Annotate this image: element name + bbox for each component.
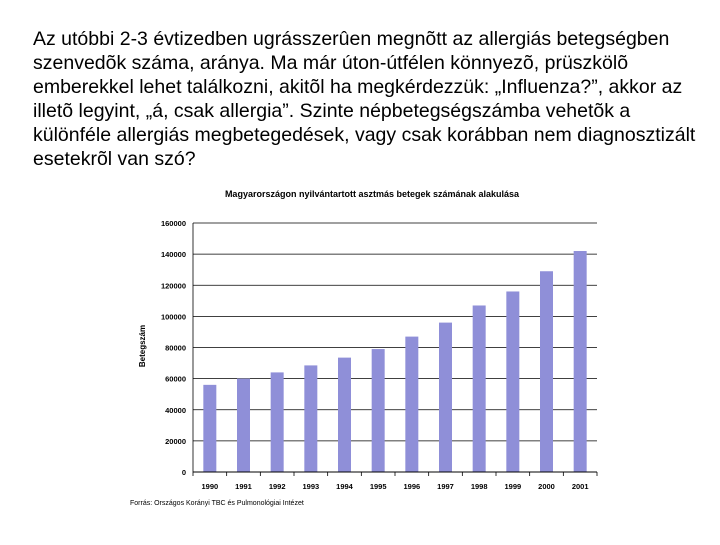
bar-2001 <box>574 251 587 472</box>
chart-title: Magyarországon nyilvántartott asztmás betegek számának alakulása <box>224 189 520 199</box>
x-tick-label: 2001 <box>571 482 589 491</box>
y-tick-labels <box>161 219 186 477</box>
intro-paragraph: Az utóbbi 2-3 évtizedben ugrásszerûen megnõtt az allergiás betegségben szenvedõk száma, aránya. Ma már úton-útfélen könnyezõ, prüszkölõ emberekkel lehet találkozni, akitõl ha megkérdezzük: „Influenza?”, akkor az illetõ legyint, „á, csak allergia”. Szinte népbetegségszámba vehetõk a különféle allergiás megbetegedések, vagy csak korábban nem diagnosztizált esetekrõl van szó? <box>33 28 696 170</box>
y-tick-label: 160000 <box>160 219 186 228</box>
bar-1993 <box>304 365 317 472</box>
y-tick-label: 20000 <box>165 436 186 446</box>
y-tick-label: 120000 <box>160 281 186 291</box>
x-tick-label: 2000 <box>538 482 555 491</box>
x-tick-label: 1991 <box>235 482 252 491</box>
x-tick-label: 1995 <box>369 482 387 491</box>
y-tick-label: 40000 <box>165 405 186 415</box>
chart-source: Forrás: Országos Korányi TBC és Pulmonológiai Intézet <box>130 500 304 507</box>
bar-1994 <box>338 358 351 472</box>
x-tick-label: 1998 <box>470 482 488 491</box>
y-tick-label: 60000 <box>165 374 186 384</box>
y-tick-label: 140000 <box>160 250 186 260</box>
y-axis-label: Betegszám <box>138 324 147 368</box>
bar-1996 <box>405 337 418 472</box>
gridlines <box>193 223 597 472</box>
x-tick-label: 1990 <box>201 482 219 491</box>
y-tick-label: 0 <box>181 468 186 477</box>
x-tick-label: 1997 <box>437 482 454 491</box>
x-tick-label: 1994 <box>336 482 353 491</box>
x-tick-labels <box>201 482 588 491</box>
axes <box>193 223 597 476</box>
bar-1992 <box>271 372 284 472</box>
x-tick-label: 1996 <box>403 482 421 491</box>
bars <box>203 251 586 472</box>
bar-1999 <box>506 291 519 472</box>
x-tick-label: 1993 <box>302 482 320 491</box>
bar-1991 <box>237 379 250 472</box>
bar-1995 <box>372 349 385 472</box>
bar-1990 <box>203 385 216 472</box>
x-tick-label: 1999 <box>504 482 522 491</box>
bar-2000 <box>540 271 553 472</box>
x-tick-label: 1992 <box>268 482 286 491</box>
bar-1997 <box>439 323 452 472</box>
y-tick-label: 80000 <box>165 343 186 353</box>
bar-1998 <box>473 305 486 472</box>
y-tick-label: 100000 <box>160 312 186 322</box>
